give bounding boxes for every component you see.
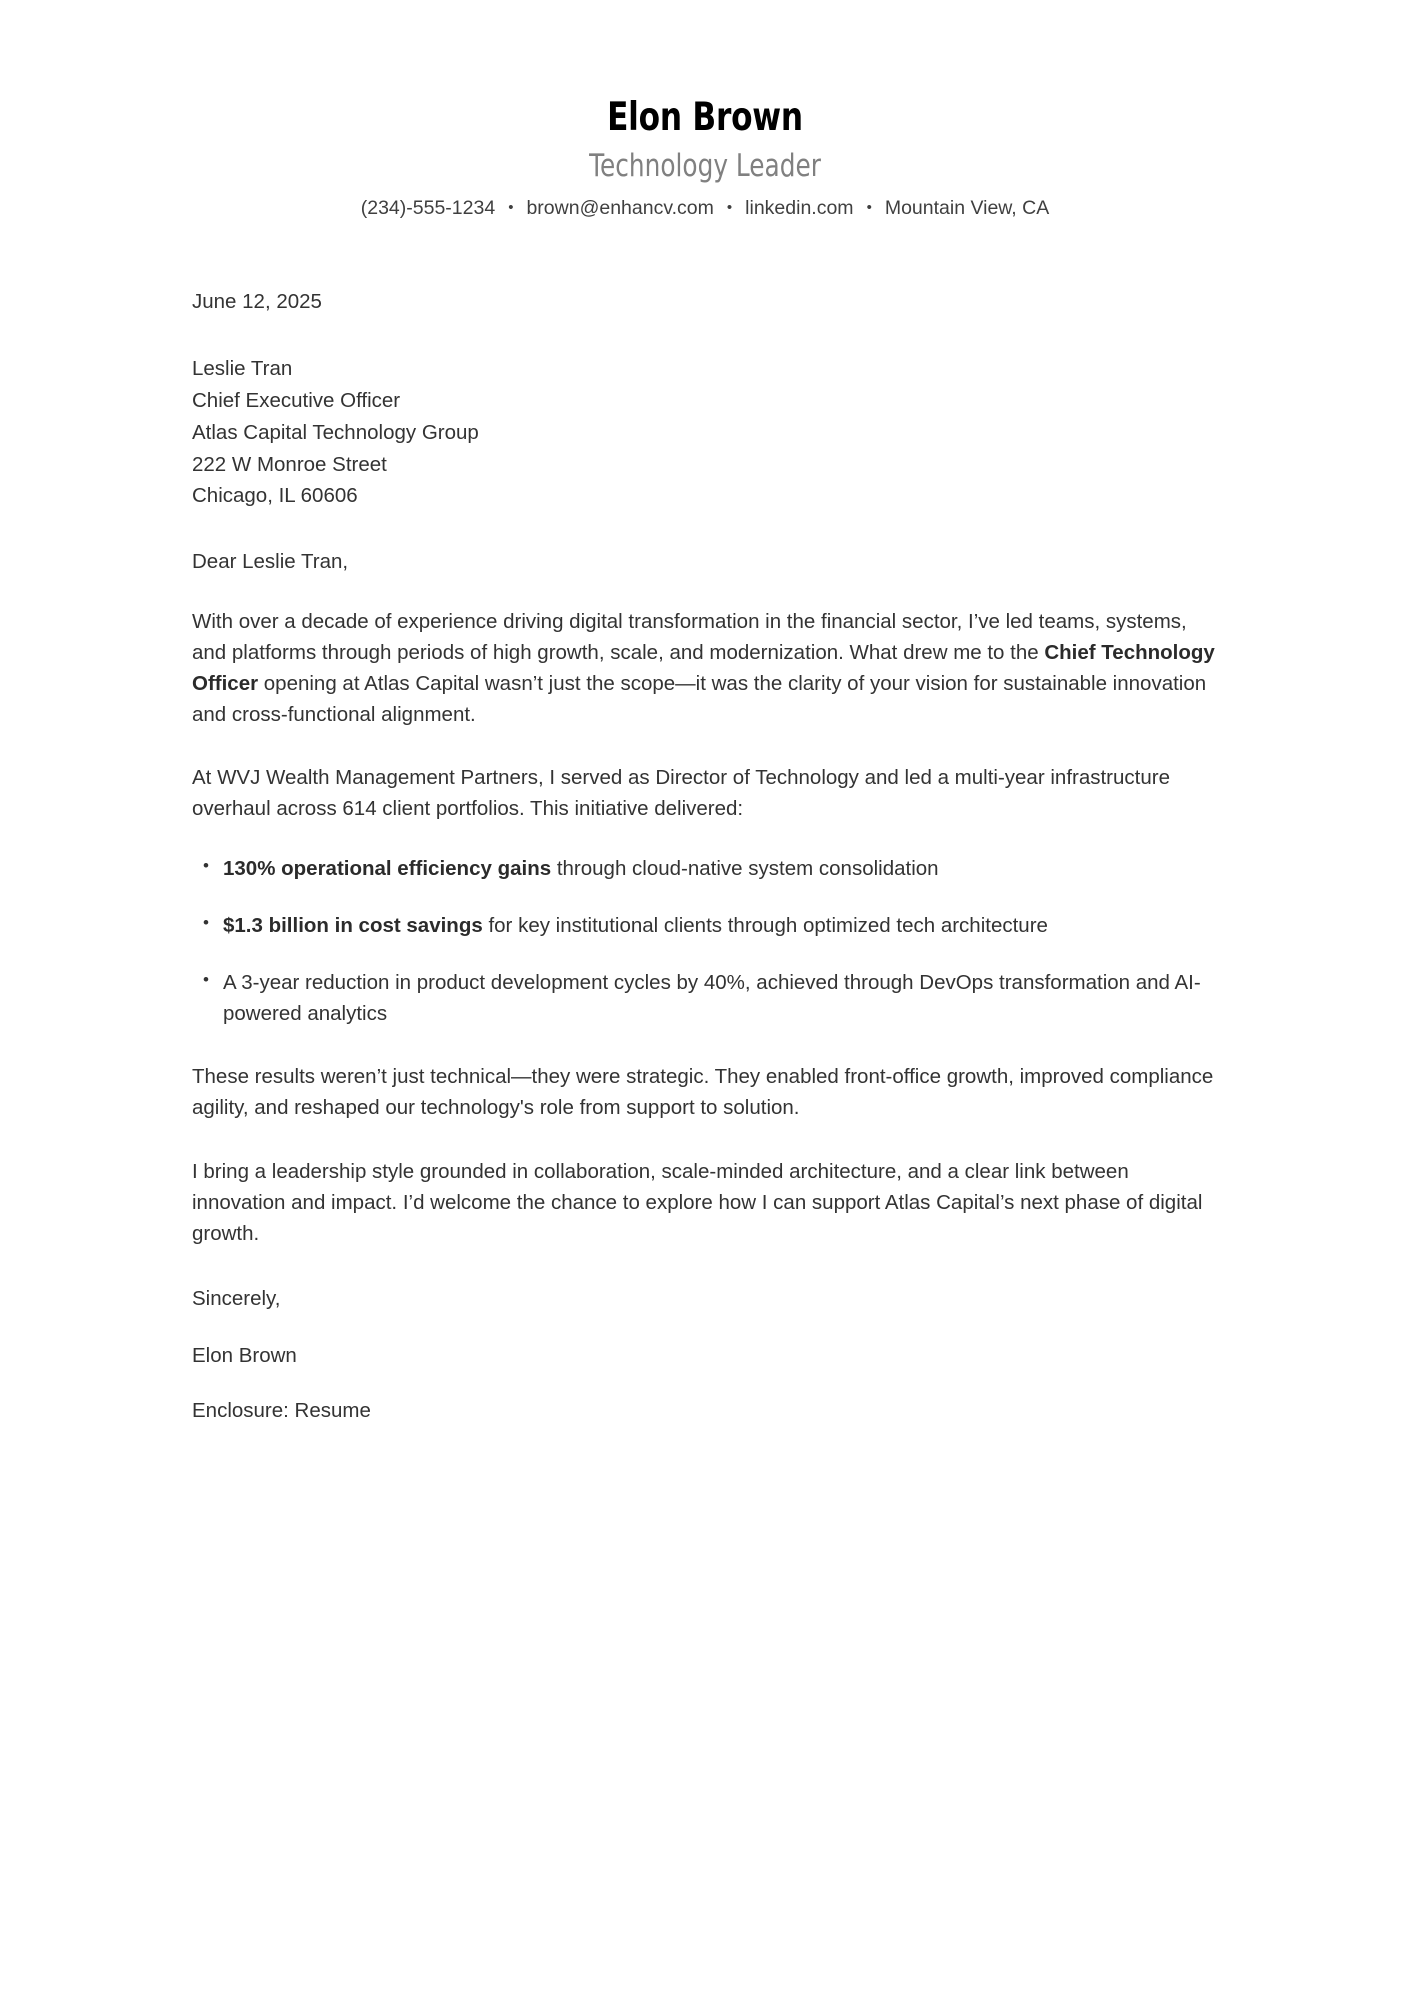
paragraph-one-part-1: With over a decade of experience driving digital transformation in the financial sector, I’ve led teams, systems, and platforms through periods of high growth, scale, and modernization. What drew me to the xyxy=(192,609,1187,664)
recipient-street: 222 W Monroe Street xyxy=(192,452,387,476)
contact-line xyxy=(0,197,1410,220)
contact-email[interactable]: brown@enhancv.com xyxy=(526,196,714,219)
enclosure-note: Enclosure: Resume xyxy=(192,1399,371,1423)
recipient-city-state-zip: Chicago, IL 60606 xyxy=(192,484,358,508)
bullet-point-icon: • xyxy=(203,969,209,989)
letter-body xyxy=(95,220,1315,1423)
bullet-rest: A 3-year reduction in product development cycles by 40%, achieved through DevOps transformation and AI-powered analytics xyxy=(223,970,1201,1026)
contact-location: Mountain View, CA xyxy=(884,196,1050,219)
contact-separator-icon: • xyxy=(866,198,872,216)
paragraph-two: At WVJ Wealth Management Partners, I served as Director of Technology and led a multi-year infrastructure overhaul across 614 client portfolios. This initiative delivered: xyxy=(192,766,1170,821)
bullet-text xyxy=(223,967,1222,1029)
recipient-address-block xyxy=(192,355,1222,509)
contact-separator-icon: • xyxy=(726,198,733,216)
signature-name: Elon Brown xyxy=(192,1344,297,1368)
paragraph-four: I bring a leadership style grounded in collaboration, scale-minded architecture, and a clear link between innovation and impact. I’d welcome the chance to explore how I can support Atlas Capital’s next phase of digital growth. xyxy=(192,1159,1203,1245)
candidate-job-title: Technology Leader xyxy=(589,147,821,184)
bullet-point-icon: • xyxy=(203,855,209,875)
contact-website[interactable]: linkedin.com xyxy=(745,196,854,219)
candidate-name: Elon Brown xyxy=(607,95,803,140)
list-item xyxy=(192,910,1222,941)
paragraph-one-bold-role: Chief Technology Officer xyxy=(192,640,1215,695)
bullet-rest: through cloud-native system consolidation xyxy=(551,856,939,880)
bullet-rest: for key institutional clients through optimized tech architecture xyxy=(482,913,1048,937)
bullet-highlight: 130% operational efficiency gains xyxy=(223,856,552,880)
letter-header xyxy=(0,0,1410,220)
recipient-name: Leslie Tran xyxy=(192,357,293,381)
bullet-text xyxy=(223,910,1222,941)
list-item xyxy=(192,967,1222,1029)
contact-separator-icon: • xyxy=(508,198,514,216)
salutation: Dear Leslie Tran, xyxy=(192,549,349,573)
list-item xyxy=(192,853,1222,884)
paragraph-one xyxy=(192,606,1222,731)
bullet-text xyxy=(223,853,1222,884)
contact-phone: (234)-555-1234 xyxy=(360,196,496,219)
closing-salutation: Sincerely, xyxy=(192,1287,281,1310)
bullet-highlight: $1.3 billion in cost savings xyxy=(223,913,483,937)
bullet-point-icon: • xyxy=(203,912,209,932)
recipient-company: Atlas Capital Technology Group xyxy=(192,420,479,444)
recipient-title: Chief Executive Officer xyxy=(192,389,401,413)
letter-date: June 12, 2025 xyxy=(192,290,322,314)
achievement-bullet-list xyxy=(192,853,1222,1030)
paragraph-three: These results weren’t just technical—they were strategic. They enabled front-office growth, improved compliance agility, and reshaped our technology's role from support to solution. xyxy=(192,1065,1214,1120)
paragraph-one-part-2: opening at Atlas Capital wasn’t just the scope—it was the clarity of your vision for sustainable innovation and cross-functional alignment. xyxy=(192,671,1207,727)
